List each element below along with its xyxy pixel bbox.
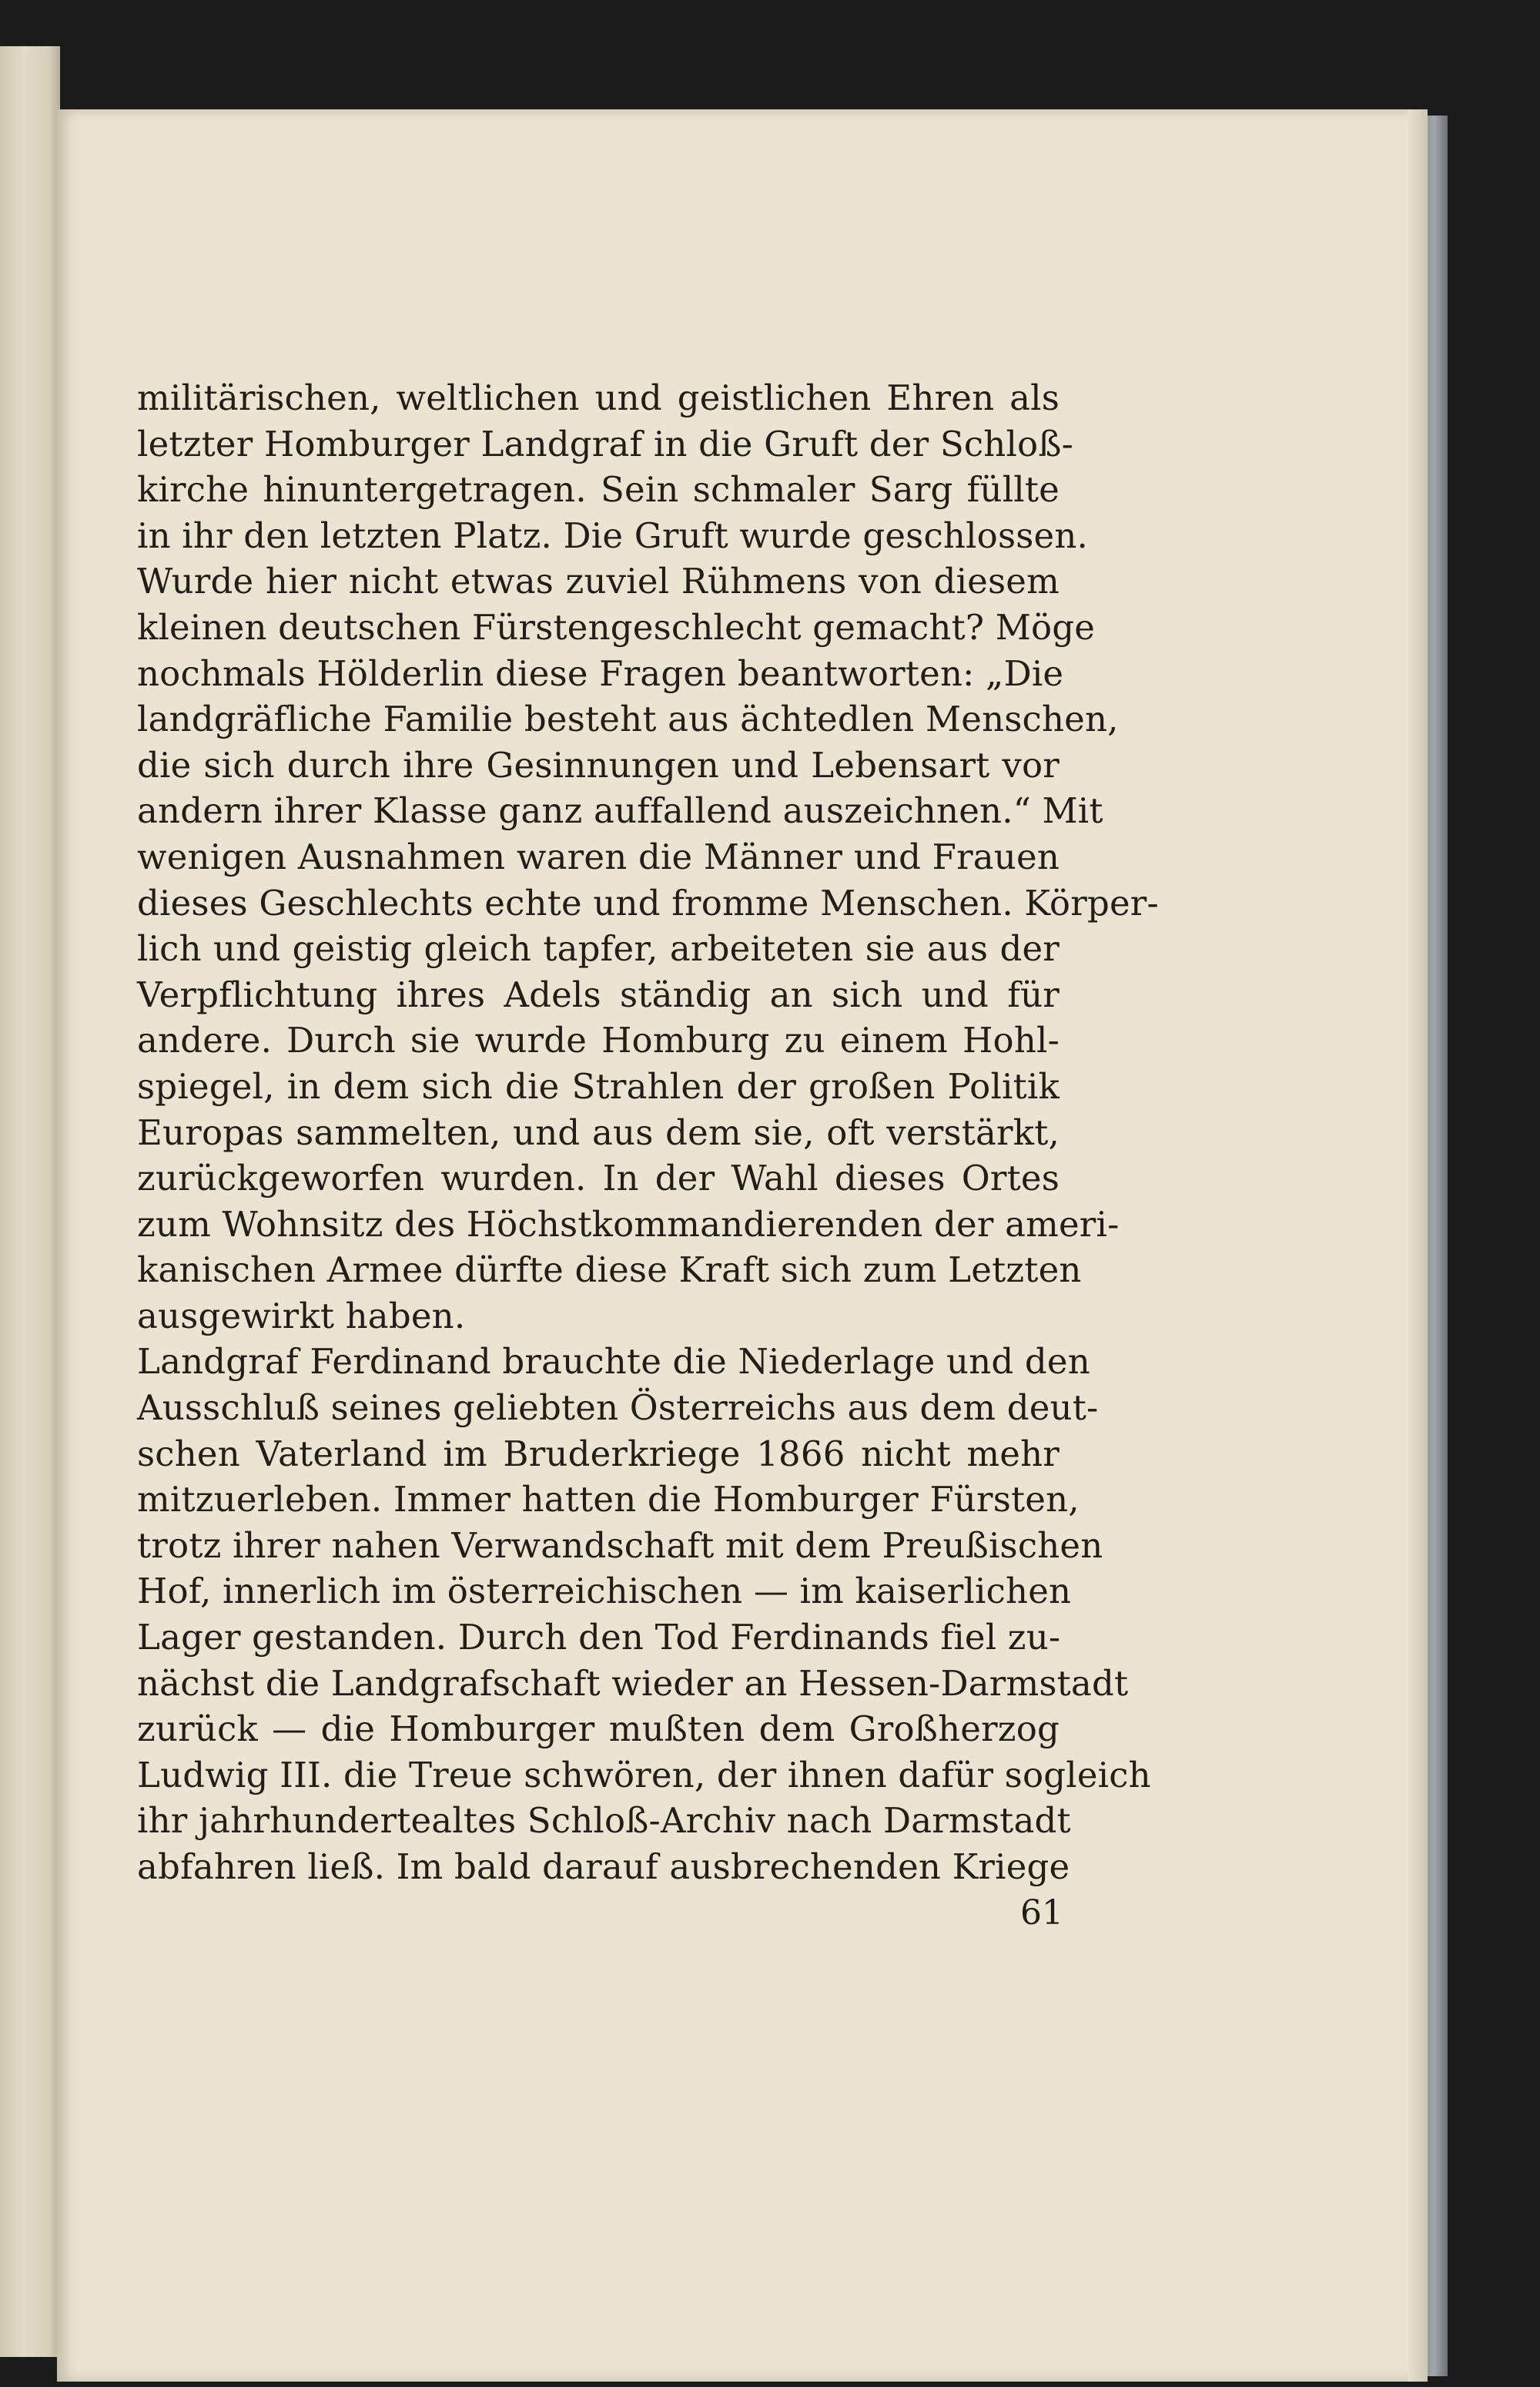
- text-line: in ihr den letzten Platz. Die Gruft wurde geschlossen.: [137, 515, 1089, 556]
- text-line: die sich durch ihre Gesinnungen und Lebensart vor: [137, 744, 1060, 786]
- text-line: Ludwig III. die Treue schwören, der ihnen dafür sogleich: [137, 1754, 1151, 1795]
- text-line: nächst die Landgrafschaft wieder an Hessen-Darmstadt: [137, 1662, 1129, 1704]
- text-line: zurückgeworfen wurden. In der Wahl dieses Ortes: [137, 1158, 1060, 1199]
- text-line: trotz ihrer nahen Verwandschaft mit dem Preußischen: [137, 1524, 1103, 1566]
- text-line: spiegel, in dem sich die Strahlen der großen Politik: [137, 1065, 1060, 1107]
- text-line: schen Vaterland im Bruderkriege 1866 nicht mehr: [137, 1433, 1060, 1474]
- text-line: Hof, innerlich im österreichischen — im kaiserlichen: [137, 1571, 1072, 1612]
- text-line: wenigen Ausnahmen waren die Männer und Frauen: [137, 836, 1060, 877]
- text-line: andern ihrer Klasse ganz auffallend auszeichnen.“ Mit: [137, 790, 1103, 832]
- text-line: kanischen Armee dürfte diese Kraft sich zum Letzten: [137, 1249, 1082, 1291]
- text-line: Lager gestanden. Durch den Tod Ferdinands fiel zu-: [137, 1617, 1061, 1658]
- text-line: kirche hinuntergetragen. Sein schmaler Sarg füllte: [137, 469, 1060, 511]
- text-line: Verpflichtung ihres Adels ständig an sich und für: [137, 974, 1060, 1015]
- text-line: Landgraf Ferdinand brauchte die Niederlage und den: [137, 1341, 1090, 1383]
- text-line: Wurde hier nicht etwas zuviel Rühmens von diesem: [137, 561, 1060, 602]
- body-text: [137, 375, 1159, 1890]
- text-line: andere. Durch sie wurde Homburg zu einem Hohl-: [137, 1020, 1060, 1061]
- text-line: letzter Homburger Landgraf in die Gruft der Schloß-: [137, 423, 1074, 464]
- text-line: kleinen deutschen Fürstengeschlecht gemacht? Möge: [137, 606, 1096, 648]
- text-line: militärischen, weltlichen und geistlichen Ehren als: [137, 377, 1060, 418]
- text-line: zurück — die Homburger mußten dem Großherzog: [137, 1708, 1060, 1750]
- text-line: nochmals Hölderlin diese Fragen beantworten: „Die: [137, 652, 1064, 694]
- text-line: Ausschluß seines geliebten Österreichs aus dem deut-: [137, 1387, 1099, 1429]
- text-line: ausgewirkt haben.: [137, 1295, 466, 1336]
- facing-page-edge: [0, 46, 60, 2357]
- text-line: mitzuerleben. Immer hatten die Homburger Fürsten,: [137, 1479, 1080, 1520]
- text-line: ihr jahrhundertealtes Schloß-Archiv nach Darmstadt: [137, 1800, 1071, 1842]
- page-fore-edge: [1408, 109, 1428, 2382]
- page-number: 61: [1020, 1893, 1063, 1933]
- text-line: abfahren ließ. Im bald darauf ausbrechenden Kriege: [137, 1846, 1070, 1887]
- text-line: Europas sammelten, und aus dem sie, oft verstärkt,: [137, 1111, 1060, 1153]
- text-line: landgräfliche Familie besteht aus ächtedlen Menschen,: [137, 699, 1119, 740]
- text-line: lich und geistig gleich tapfer, arbeiteten sie aus der: [137, 928, 1060, 970]
- text-line: dieses Geschlechts echte und fromme Menschen. Körper-: [137, 882, 1159, 924]
- text-line: zum Wohnsitz des Höchstkommandierenden der ameri-: [137, 1203, 1120, 1245]
